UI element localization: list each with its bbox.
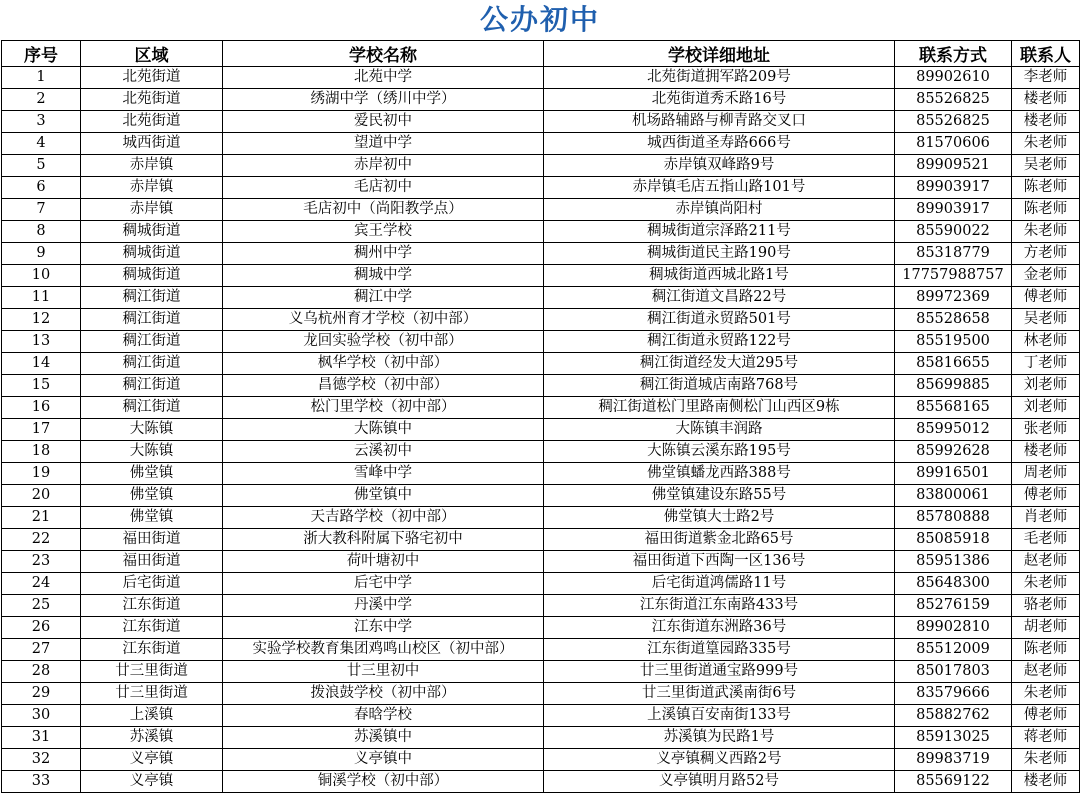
cell-address: 大陈镇云溪东路195号	[544, 441, 895, 463]
cell-phone: 85085918	[895, 529, 1012, 551]
cell-district: 廿三里街道	[81, 661, 223, 683]
cell-contact: 朱老师	[1012, 749, 1080, 771]
cell-district: 稠江街道	[81, 353, 223, 375]
cell-index: 23	[2, 551, 81, 573]
cell-address: 稠城街道西城北路1号	[544, 265, 895, 287]
cell-index: 22	[2, 529, 81, 551]
table-row	[2, 617, 1080, 639]
cell-school-name: 苏溪镇中	[223, 727, 544, 749]
cell-address: 机场路辅路与柳青路交叉口	[544, 111, 895, 133]
cell-index: 29	[2, 683, 81, 705]
cell-index: 17	[2, 419, 81, 441]
cell-address: 佛堂镇蟠龙西路388号	[544, 463, 895, 485]
cell-phone: 85816655	[895, 353, 1012, 375]
cell-index: 12	[2, 309, 81, 331]
cell-address: 江东街道东洲路36号	[544, 617, 895, 639]
cell-index: 27	[2, 639, 81, 661]
table-row	[2, 331, 1080, 353]
table-row	[2, 353, 1080, 375]
cell-contact: 朱老师	[1012, 683, 1080, 705]
cell-school-name: 义乌杭州育才学校（初中部）	[223, 309, 544, 331]
cell-index: 20	[2, 485, 81, 507]
cell-district: 苏溪镇	[81, 727, 223, 749]
cell-school-name: 龙回实验学校（初中部）	[223, 331, 544, 353]
table-row	[2, 89, 1080, 111]
table-row	[2, 507, 1080, 529]
cell-contact: 张老师	[1012, 419, 1080, 441]
table-row	[2, 441, 1080, 463]
cell-district: 江东街道	[81, 617, 223, 639]
cell-address: 廿三里街道武溪南街6号	[544, 683, 895, 705]
cell-contact: 陈老师	[1012, 639, 1080, 661]
cell-index: 5	[2, 155, 81, 177]
cell-district: 义亭镇	[81, 771, 223, 793]
table-row	[2, 639, 1080, 661]
cell-address: 稠江街道文昌路22号	[544, 287, 895, 309]
cell-contact: 楼老师	[1012, 771, 1080, 793]
cell-contact: 陈老师	[1012, 199, 1080, 221]
cell-index: 28	[2, 661, 81, 683]
table-row	[2, 749, 1080, 771]
cell-district: 后宅街道	[81, 573, 223, 595]
cell-school-name: 稠江中学	[223, 287, 544, 309]
cell-district: 赤岸镇	[81, 199, 223, 221]
cell-index: 9	[2, 243, 81, 265]
cell-school-name: 江东中学	[223, 617, 544, 639]
table-row	[2, 243, 1080, 265]
cell-district: 廿三里街道	[81, 683, 223, 705]
cell-district: 稠江街道	[81, 331, 223, 353]
cell-phone: 89916501	[895, 463, 1012, 485]
cell-address: 苏溪镇为民路1号	[544, 727, 895, 749]
cell-index: 10	[2, 265, 81, 287]
cell-phone: 85512009	[895, 639, 1012, 661]
cell-school-name: 浙大教科附属下骆宅初中	[223, 529, 544, 551]
cell-district: 北苑街道	[81, 89, 223, 111]
table-row	[2, 573, 1080, 595]
cell-school-name: 实验学校教育集团鸡鸣山校区（初中部）	[223, 639, 544, 661]
cell-contact: 傅老师	[1012, 485, 1080, 507]
cell-phone: 85913025	[895, 727, 1012, 749]
cell-address: 赤岸镇双峰路9号	[544, 155, 895, 177]
cell-index: 15	[2, 375, 81, 397]
header-district: 区域	[81, 41, 223, 67]
cell-index: 16	[2, 397, 81, 419]
cell-address: 福田街道紫金北路65号	[544, 529, 895, 551]
cell-contact: 傅老师	[1012, 705, 1080, 727]
cell-district: 福田街道	[81, 529, 223, 551]
cell-district: 江东街道	[81, 639, 223, 661]
cell-contact: 方老师	[1012, 243, 1080, 265]
cell-contact: 刘老师	[1012, 397, 1080, 419]
cell-district: 福田街道	[81, 551, 223, 573]
cell-address: 福田街道下西陶一区136号	[544, 551, 895, 573]
cell-phone: 85526825	[895, 111, 1012, 133]
cell-district: 稠江街道	[81, 397, 223, 419]
cell-phone: 85648300	[895, 573, 1012, 595]
cell-school-name: 天吉路学校（初中部）	[223, 507, 544, 529]
cell-address: 稠城街道民主路190号	[544, 243, 895, 265]
table-row	[2, 177, 1080, 199]
cell-school-name: 昌德学校（初中部）	[223, 375, 544, 397]
cell-phone: 89972369	[895, 287, 1012, 309]
school-table	[1, 40, 1080, 793]
cell-contact: 刘老师	[1012, 375, 1080, 397]
cell-address: 佛堂镇大士路2号	[544, 507, 895, 529]
cell-district: 佛堂镇	[81, 463, 223, 485]
cell-address: 稠江街道永贸路501号	[544, 309, 895, 331]
table-row	[2, 463, 1080, 485]
cell-phone: 85528658	[895, 309, 1012, 331]
table-row	[2, 67, 1080, 89]
cell-address: 稠城街道宗泽路211号	[544, 221, 895, 243]
cell-address: 稠江街道城店南路768号	[544, 375, 895, 397]
table-row	[2, 419, 1080, 441]
cell-phone: 89902610	[895, 67, 1012, 89]
cell-address: 城西街道圣寿路666号	[544, 133, 895, 155]
cell-district: 佛堂镇	[81, 485, 223, 507]
cell-school-name: 后宅中学	[223, 573, 544, 595]
cell-district: 北苑街道	[81, 67, 223, 89]
cell-contact: 赵老师	[1012, 551, 1080, 573]
cell-district: 北苑街道	[81, 111, 223, 133]
cell-contact: 毛老师	[1012, 529, 1080, 551]
cell-phone: 89903917	[895, 177, 1012, 199]
cell-index: 8	[2, 221, 81, 243]
cell-contact: 李老师	[1012, 67, 1080, 89]
cell-phone: 85590022	[895, 221, 1012, 243]
cell-district: 稠江街道	[81, 375, 223, 397]
cell-index: 2	[2, 89, 81, 111]
cell-district: 稠城街道	[81, 265, 223, 287]
table-row	[2, 529, 1080, 551]
cell-district: 义亭镇	[81, 749, 223, 771]
cell-address: 江东街道篁园路335号	[544, 639, 895, 661]
cell-district: 稠城街道	[81, 221, 223, 243]
cell-contact: 朱老师	[1012, 573, 1080, 595]
cell-phone: 81570606	[895, 133, 1012, 155]
cell-address: 赤岸镇尚阳村	[544, 199, 895, 221]
cell-phone: 85318779	[895, 243, 1012, 265]
cell-phone: 89983719	[895, 749, 1012, 771]
cell-phone: 85995012	[895, 419, 1012, 441]
cell-address: 北苑街道秀禾路16号	[544, 89, 895, 111]
cell-address: 稠江街道永贸路122号	[544, 331, 895, 353]
cell-address: 佛堂镇建设东路55号	[544, 485, 895, 507]
cell-index: 7	[2, 199, 81, 221]
cell-school-name: 松门里学校（初中部）	[223, 397, 544, 419]
cell-contact: 陈老师	[1012, 177, 1080, 199]
table-row	[2, 375, 1080, 397]
cell-index: 33	[2, 771, 81, 793]
cell-school-name: 佛堂镇中	[223, 485, 544, 507]
cell-school-name: 毛店初中（尚阳教学点）	[223, 199, 544, 221]
table-row	[2, 111, 1080, 133]
cell-school-name: 大陈镇中	[223, 419, 544, 441]
cell-index: 4	[2, 133, 81, 155]
cell-contact: 朱老师	[1012, 133, 1080, 155]
cell-district: 赤岸镇	[81, 155, 223, 177]
cell-phone: 83800061	[895, 485, 1012, 507]
cell-school-name: 义亭镇中	[223, 749, 544, 771]
cell-contact: 吴老师	[1012, 155, 1080, 177]
cell-contact: 朱老师	[1012, 221, 1080, 243]
cell-address: 稠江街道经发大道295号	[544, 353, 895, 375]
cell-contact: 傅老师	[1012, 287, 1080, 309]
table-row	[2, 661, 1080, 683]
cell-phone: 85568165	[895, 397, 1012, 419]
cell-contact: 丁老师	[1012, 353, 1080, 375]
cell-school-name: 春晗学校	[223, 705, 544, 727]
page-title: 公办初中	[479, 3, 600, 36]
cell-phone: 85276159	[895, 595, 1012, 617]
cell-index: 6	[2, 177, 81, 199]
cell-school-name: 稠州中学	[223, 243, 544, 265]
cell-index: 26	[2, 617, 81, 639]
cell-address: 赤岸镇毛店五指山路101号	[544, 177, 895, 199]
cell-phone: 85526825	[895, 89, 1012, 111]
cell-index: 3	[2, 111, 81, 133]
cell-phone: 85992628	[895, 441, 1012, 463]
cell-school-name: 爱民初中	[223, 111, 544, 133]
header-contact: 联系人	[1012, 41, 1080, 67]
cell-contact: 骆老师	[1012, 595, 1080, 617]
cell-phone: 89909521	[895, 155, 1012, 177]
cell-address: 大陈镇丰润路	[544, 419, 895, 441]
cell-index: 30	[2, 705, 81, 727]
cell-school-name: 铜溪学校（初中部）	[223, 771, 544, 793]
table-row	[2, 287, 1080, 309]
cell-phone: 85699885	[895, 375, 1012, 397]
cell-school-name: 宾王学校	[223, 221, 544, 243]
cell-district: 江东街道	[81, 595, 223, 617]
table-row	[2, 133, 1080, 155]
cell-district: 佛堂镇	[81, 507, 223, 529]
cell-school-name: 毛店初中	[223, 177, 544, 199]
cell-school-name: 北苑中学	[223, 67, 544, 89]
header-address: 学校详细地址	[544, 41, 895, 67]
cell-phone: 89903917	[895, 199, 1012, 221]
cell-district: 稠城街道	[81, 243, 223, 265]
cell-district: 大陈镇	[81, 441, 223, 463]
cell-contact: 楼老师	[1012, 441, 1080, 463]
cell-school-name: 雪峰中学	[223, 463, 544, 485]
cell-address: 稠江街道松门里路南侧松门山西区9栋	[544, 397, 895, 419]
cell-index: 25	[2, 595, 81, 617]
cell-phone: 85519500	[895, 331, 1012, 353]
cell-school-name: 绣湖中学（绣川中学）	[223, 89, 544, 111]
cell-contact: 楼老师	[1012, 111, 1080, 133]
table-row	[2, 595, 1080, 617]
cell-district: 大陈镇	[81, 419, 223, 441]
cell-school-name: 赤岸初中	[223, 155, 544, 177]
table-row	[2, 199, 1080, 221]
table-row	[2, 485, 1080, 507]
cell-phone: 85780888	[895, 507, 1012, 529]
table-row	[2, 683, 1080, 705]
table-row	[2, 265, 1080, 287]
cell-phone: 83579666	[895, 683, 1012, 705]
cell-district: 上溪镇	[81, 705, 223, 727]
cell-address: 后宅街道鸿儒路11号	[544, 573, 895, 595]
table-row	[2, 551, 1080, 573]
cell-school-name: 稠城中学	[223, 265, 544, 287]
cell-contact: 林老师	[1012, 331, 1080, 353]
table-row	[2, 155, 1080, 177]
table-row	[2, 727, 1080, 749]
cell-school-name: 望道中学	[223, 133, 544, 155]
cell-district: 稠江街道	[81, 287, 223, 309]
cell-phone: 89902810	[895, 617, 1012, 639]
cell-contact: 胡老师	[1012, 617, 1080, 639]
cell-address: 义亭镇稠义西路2号	[544, 749, 895, 771]
cell-index: 13	[2, 331, 81, 353]
cell-phone: 85569122	[895, 771, 1012, 793]
cell-phone: 17757988757	[895, 265, 1012, 287]
table-row	[2, 771, 1080, 793]
header-school-name: 学校名称	[223, 41, 544, 67]
header-index: 序号	[2, 41, 81, 67]
table-row	[2, 309, 1080, 331]
cell-index: 21	[2, 507, 81, 529]
cell-contact: 蒋老师	[1012, 727, 1080, 749]
cell-index: 31	[2, 727, 81, 749]
cell-address: 义亭镇明月路52号	[544, 771, 895, 793]
cell-district: 稠江街道	[81, 309, 223, 331]
cell-index: 24	[2, 573, 81, 595]
cell-phone: 85882762	[895, 705, 1012, 727]
cell-school-name: 云溪初中	[223, 441, 544, 463]
cell-contact: 金老师	[1012, 265, 1080, 287]
cell-index: 19	[2, 463, 81, 485]
table-row	[2, 705, 1080, 727]
cell-index: 11	[2, 287, 81, 309]
table-row	[2, 221, 1080, 243]
cell-district: 城西街道	[81, 133, 223, 155]
table-header-row	[2, 41, 1080, 67]
cell-index: 14	[2, 353, 81, 375]
cell-school-name: 丹溪中学	[223, 595, 544, 617]
cell-school-name: 枫华学校（初中部）	[223, 353, 544, 375]
header-phone: 联系方式	[895, 41, 1012, 67]
table-row	[2, 397, 1080, 419]
cell-contact: 吴老师	[1012, 309, 1080, 331]
cell-contact: 赵老师	[1012, 661, 1080, 683]
cell-contact: 楼老师	[1012, 89, 1080, 111]
cell-index: 18	[2, 441, 81, 463]
cell-school-name: 廿三里初中	[223, 661, 544, 683]
cell-address: 北苑街道拥军路209号	[544, 67, 895, 89]
cell-phone: 85951386	[895, 551, 1012, 573]
cell-index: 1	[2, 67, 81, 89]
cell-contact: 肖老师	[1012, 507, 1080, 529]
cell-school-name: 荷叶塘初中	[223, 551, 544, 573]
cell-phone: 85017803	[895, 661, 1012, 683]
cell-address: 上溪镇百安南街133号	[544, 705, 895, 727]
cell-address: 江东街道江东南路433号	[544, 595, 895, 617]
cell-address: 廿三里街道通宝路999号	[544, 661, 895, 683]
cell-district: 赤岸镇	[81, 177, 223, 199]
cell-contact: 周老师	[1012, 463, 1080, 485]
cell-index: 32	[2, 749, 81, 771]
cell-school-name: 拨浪鼓学校（初中部）	[223, 683, 544, 705]
